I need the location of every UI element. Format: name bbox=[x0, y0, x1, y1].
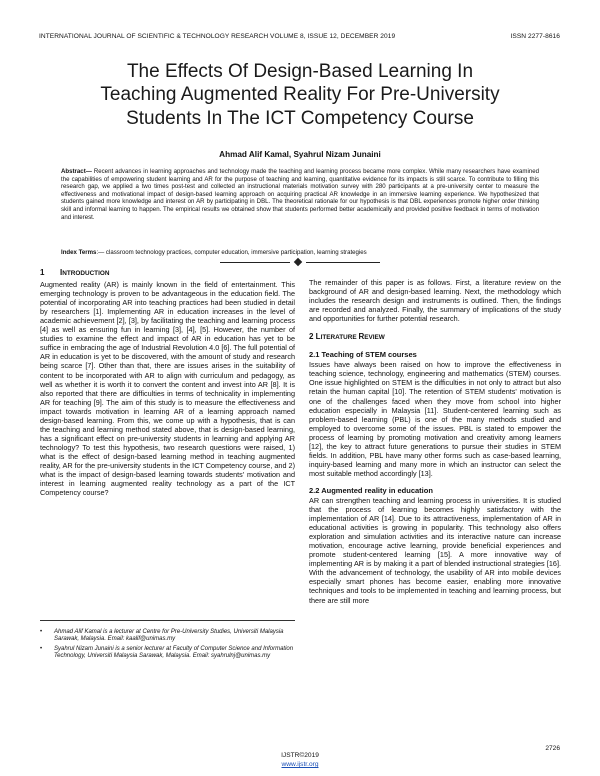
section-1-heading bbox=[40, 268, 295, 278]
section-2-title-initial-2: R bbox=[358, 332, 365, 342]
section-separator bbox=[220, 258, 380, 266]
title-line-3: Students In The ICT Competency Course bbox=[126, 107, 474, 129]
introduction-paragraph: Augmented reality (AR) is mainly known in the field of entertainment. This emerging technology is proven to be advantageous in the education field. The potential of incorporating AR into teaching practices had been studied in detail by researchers [1]. Implementing AR in education increases in the level of academic achievement [2], [3], by facilitating the teaching and learning process [4] as well as ensuring fun in learning [3], [4], [5]. However, the number of studies to examine the effect and impact of AR in education has yet to be suffice in embracing the age of Industrial Revolution 4.0 [6]. The full potential of AR in education is yet to be discovered, with the amount of study and research being scarce [7]. Other than that, there are issues arises in the suitability of content to be incorporated with AR to align with curriculum and pedagogy, as well as whether it is worth it to convert the content and invest into AR [8]. It is also reported that there are difficulties in terms of technicality in implementing AR for teaching [9]. The aim of this study is to measure the effectiveness and impact towards motivation in learning AR of a learning approach named design-based learning. From this, we come up with a hypothesis, that is can the teaching and learning method stated above, that is design-based learning, has a significant effect on pre-university students in learning and applying AR technology? To test this hypothesis, two research questions were raised, 1) what is the effect of design-based learning method in teaching augmented reality, AR for the pre-university students in the ICT Competency course, and 2) what is the impact of design-based learning towards students' motivation and interest in learning augmented reality technology as a part of the ICT Competency course? bbox=[40, 280, 295, 498]
subsection-2-2-heading: 2.2 Augmented reality in education bbox=[309, 485, 433, 495]
separator-diamond-icon bbox=[294, 258, 302, 266]
section-2-title-part: ITERATURE bbox=[320, 334, 359, 342]
index-terms bbox=[61, 249, 539, 257]
index-terms-label: Index Terms bbox=[61, 249, 97, 256]
index-terms-text: :— classroom technology practices, computer education, immersive participation, learning strategies bbox=[96, 249, 367, 256]
section-2-number: 2 bbox=[309, 332, 316, 342]
section-2-title-initial: L bbox=[315, 332, 321, 342]
journal-name: INTERNATIONAL JOURNAL OF SCIENTIFIC & TECHNOLOGY RESEARCH VOLUME 8, ISSUE 12, DECEMBER 2019 bbox=[39, 33, 396, 40]
section-1-title-initial: I bbox=[60, 268, 63, 277]
subsection-2-1-paragraph: Issues have always been raised on how to improve the effectiveness in teaching science, technology, engineering and mathematics (STEM) courses. One issue highlighted on STEM is the difficulties in not only to attract but also retain the human capital [10]. The retention of STEM students' motivation is one of the challenges faced when they move from school into higher education especially in Malaysia [11]. Student-centered learning such as problem-based learning (PBL) is one of the many methods studied and employed to overcome some of the issues. PBL is stated to empower the process of learning by promoting motivation and creativity among learners [12], the key to attract future generations to pursue their studies in STEM fields. In addition, PBL have many other forms such as case-based learning, inquiry-based learning and many more in which an instructor can select the most suitable method accordingly [13]. bbox=[309, 360, 561, 478]
footnote-item bbox=[40, 646, 295, 661]
section-1-number: 1 bbox=[40, 268, 45, 277]
authors: Ahmad Alif Kamal, Syahrul Nizam Junaini bbox=[219, 150, 381, 159]
section-2-heading bbox=[309, 332, 561, 342]
bullet-icon: • bbox=[40, 629, 43, 635]
abstract bbox=[61, 168, 539, 221]
footer-website-link[interactable]: www.ijstr.org bbox=[281, 761, 319, 768]
paper-outline-paragraph: The remainder of this paper is as follows. First, a literature review on the background of AR and design-based learning. Next, the methodology which includes the research design and instruments is outlined. Then, the findings are recorded and analyzed. Finally, the summary of implications of the study and opportunities for further potential research. bbox=[309, 278, 561, 324]
subsection-2-2-paragraph: AR can strengthen teaching and learning process in universities. It is studied that the process of learning becomes highly satisfactory with the implementation of AR [14]. Due to its attractiveness, implementation of AR in educational activities is growing in popularity. This technology also offers exploration and simulation activities and its interactive nature can increase motivation, encourage active learning, provide beneficial experiences and promote student-centered learning [15]. A more innovative way of implementing AR is by making it a part of blended instructional strategies [16]. With the advancement of technology, the usability of AR into mobile devices especially smart phones has become easier, enabling more innovative techniques and tools to be implemented in teaching and learning process, but there are still more bbox=[309, 495, 561, 605]
separator-line-left bbox=[220, 262, 290, 263]
running-header bbox=[39, 33, 560, 43]
footnote-item bbox=[40, 629, 295, 644]
footnote-text: Ahmad Alif Kamal is a lecturer at Centre for Pre-University Studies, Universiti Malaysia Sarawak, Malaysia. Email: kaalif@unimas.my bbox=[54, 629, 284, 643]
bullet-icon: • bbox=[40, 645, 43, 652]
section-2-title-rest: EVIEW bbox=[364, 334, 385, 342]
abstract-label: Abstract bbox=[61, 168, 86, 175]
separator-line-right bbox=[306, 262, 380, 263]
page-number: 2726 bbox=[545, 745, 560, 752]
issn: ISSN 2277-8616 bbox=[510, 33, 560, 40]
left-column bbox=[40, 268, 295, 497]
footer-copyright: IJSTR©2019 bbox=[281, 752, 319, 759]
footnote-text: Syahrul Nizam Junaini is a senior lecturer at Faculty of Computer Science and Information Technology, Universiti Malaysia Sarawak, Malaysia. Email: syahrulnj@unimas.my bbox=[54, 645, 294, 659]
abstract-dash: — bbox=[85, 168, 94, 175]
right-column bbox=[309, 278, 561, 605]
title-line-2: Teaching Augmented Reality For Pre-University bbox=[100, 84, 500, 106]
author-footnotes bbox=[40, 620, 295, 662]
paper-title bbox=[40, 60, 560, 130]
title-line-1: The Effects Of Design-Based Learning In bbox=[126, 61, 474, 82]
section-1-title-rest: NTRODUCTION bbox=[62, 270, 110, 277]
subsection-2-1-heading: 2.1 Teaching of STEM courses bbox=[309, 350, 417, 360]
abstract-text: Recent advances in learning approaches and technology made the teaching and learning process became more complex. While many researchers have examined the capabilities of empowering student learning and AR for the purpose of teaching and learning, quantitative evidence for its impacts is still scarce. To contribute to filling this research gap, we applied a two times post-test and collected an instructional materials motivation survey with 280 participants at a pre-university center to measure the effectiveness and motivational impact of design-based learning approach on acquiring practical AR knowledge in an immersive learning experience. We hypothesized that students gained more knowledge and interest on AR by participating in DBL. The theoretical rationale for our hypothesis is that DBL experiences promote higher order thinking skill and informal learning to happen. The empirical results we obtained show that students performed better academically and provided positive feedback in terms of motivation and interest. bbox=[61, 168, 539, 221]
